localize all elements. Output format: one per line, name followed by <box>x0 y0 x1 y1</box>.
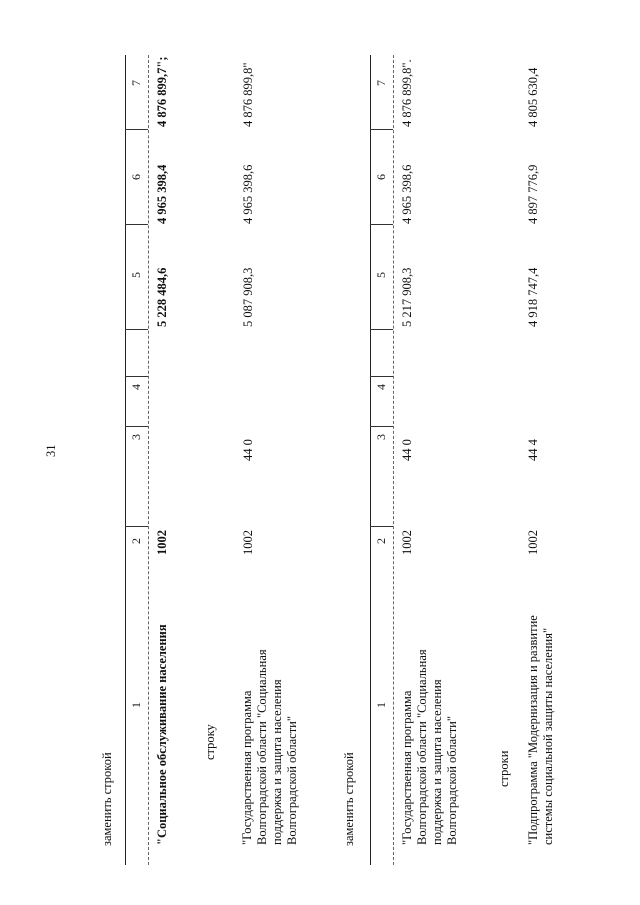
old-row-c5: 5 087 908,3 <box>241 267 255 327</box>
table1-row-c6: 4 965 398,4 <box>155 164 169 224</box>
table1-header-6: 6 <box>129 174 143 180</box>
table2-row1-c5: 5 217 908,3 <box>400 267 414 327</box>
page-number: 31 <box>44 444 58 457</box>
table1-header-4: 4 <box>129 384 143 390</box>
table2-header-1: 1 <box>374 702 388 708</box>
table2-row1-name: "Государственная программа Волгоградской области "Социальная поддержка и защита населения Волгоградской области" <box>400 649 459 845</box>
table1-header-3: 3 <box>129 434 143 440</box>
instruction-replace-1: заменить строкой <box>100 752 114 846</box>
table1-row-name: "Социальное обслуживание населения <box>155 624 169 845</box>
table2-row1-c3: 44 0 <box>400 439 414 461</box>
table1-row-c2: 1002 <box>155 530 169 555</box>
old-row-name: "Государственная программа Волгоградской области "Социальная поддержка и защита населения Волгоградской области" <box>240 649 299 845</box>
table2-header-3: 3 <box>374 434 388 440</box>
table1-header-2: 2 <box>129 538 143 544</box>
table2-row1-c7: 4 876 899,8". <box>400 59 414 127</box>
table1-row-c7: 4 876 899,7"; <box>155 56 169 127</box>
table2-row2-name: "Подпрограмма "Модернизация и развитие системы социальной защиты населения" <box>526 615 555 845</box>
table1-header-bottom <box>148 55 149 865</box>
table2-header-4: 4 <box>374 384 388 390</box>
old-row-c3: 44 0 <box>241 439 255 461</box>
table2-header-2: 2 <box>374 538 388 544</box>
table2-row1-c6: 4 965 398,6 <box>400 164 414 224</box>
label-stroku: строку <box>203 724 217 760</box>
table2-header-7: 7 <box>374 80 388 86</box>
table1-header-1: 1 <box>129 702 143 708</box>
label-stroki: строки <box>497 750 511 787</box>
table2-row2-c3: 44 4 <box>526 439 540 461</box>
table1-top-border <box>125 55 126 865</box>
table2-row2-c2: 1002 <box>526 530 540 555</box>
table2-header-5: 5 <box>374 272 388 278</box>
table2-header-6: 6 <box>374 174 388 180</box>
table2-row2-c7: 4 805 630,4 <box>526 67 540 127</box>
instruction-replace-2: заменить строкой <box>342 752 356 846</box>
old-row-c2: 1002 <box>241 530 255 555</box>
table1-header-7: 7 <box>129 80 143 86</box>
table2-top-border <box>370 55 371 865</box>
table1-row-c5: 5 228 484,6 <box>155 267 169 327</box>
table1-header-5: 5 <box>129 272 143 278</box>
table2-header-bottom <box>393 55 394 865</box>
old-row-c7: 4 876 899,8" <box>241 62 255 127</box>
table2-row2-c5: 4 918 747,4 <box>526 267 540 327</box>
old-row-c6: 4 965 398,6 <box>241 164 255 224</box>
table2-row2-c6: 4 897 776,9 <box>526 164 540 224</box>
table2-row1-c2: 1002 <box>400 530 414 555</box>
